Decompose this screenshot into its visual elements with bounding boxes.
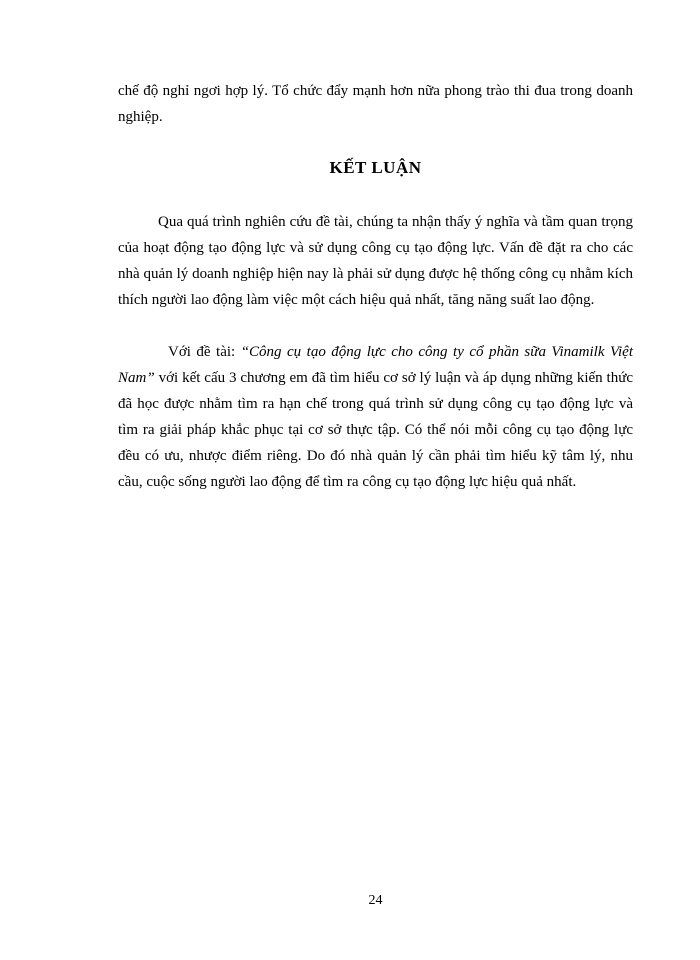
topic-title: “Công cụ tạo động lực cho công ty cổ phần sữa Vinamilk Việt Nam” xyxy=(118,344,633,386)
continued-paragraph: chế độ nghỉ ngơi hợp lý. Tổ chức đẩy mạnh hơn nữa phong trào thi đua trong doanh nghiệp. xyxy=(118,83,633,125)
paragraph-2-prefix: Với đề tài: xyxy=(168,344,241,360)
conclusion-paragraph-1: Qua quá trình nghiên cứu đề tài, chúng ta nhận thấy ý nghĩa và tầm quan trọng của hoạt động tạo động lực và sử dụng công cụ tạo động lực. Vấn đề đặt ra cho các nhà quản lý doanh nghiệp hiện nay là phải sử dụng được hệ thống công cụ nhằm kích thích người lao động làm việc một cách hiệu quả nhất, tăng năng suất lao động. xyxy=(118,214,633,308)
conclusion-paragraph-2 xyxy=(118,339,633,495)
page-number: 24 xyxy=(368,893,383,908)
paragraph-2-body: với kết cấu 3 chương em đã tìm hiểu cơ sở lý luận và áp dụng những kiến thức đã học được nhằm tìm ra hạn chế trong quá trình sử dụng công cụ tạo động lực và tìm ra giải pháp khắc phục tại cơ sở thực tập. Có thể nói mỗi công cụ tạo động lực đều có ưu, nhược điểm riêng. Do đó nhà quản lý cần phải tìm hiểu kỹ tâm lý, nhu cầu, cuộc sống người lao động để tìm ra công cụ tạo động lực hiệu quả nhất. xyxy=(118,370,633,490)
section-heading: KẾT LUẬN xyxy=(329,158,422,177)
